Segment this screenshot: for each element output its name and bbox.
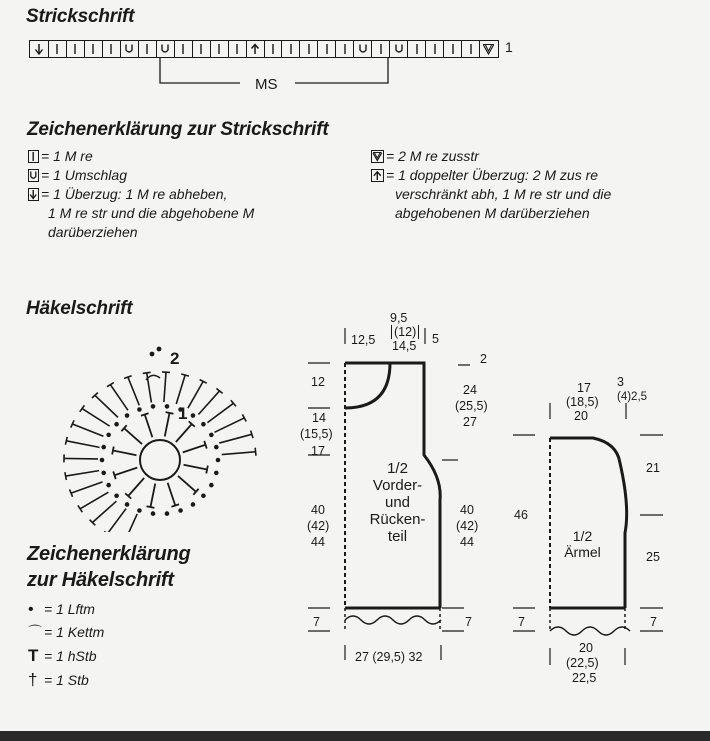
double-crochet-icon — [124, 428, 142, 444]
legend-item-double-dec: = 1 doppelter Überzug: 2 M zus re verschränkt abh, 1 M re str und die abgehobenen M darüberziehen — [371, 166, 691, 223]
double-crochet-icon — [176, 424, 192, 442]
body-right-40-3: 44 — [460, 535, 474, 549]
half-double-crochet-icon: T — [28, 646, 39, 665]
double-crochet-icon — [71, 482, 102, 493]
body-piece-label: 1/2 Vorder- und Rücken- teil — [369, 460, 426, 545]
chain-dot-icon — [106, 483, 111, 488]
double-crochet-icon — [184, 465, 208, 470]
stitch-top-icon — [206, 466, 208, 474]
sleeve-bottom-1: 20 — [579, 641, 593, 655]
chain-dot-icon — [157, 347, 162, 352]
double-crochet-icon — [183, 445, 206, 453]
sleeve-bottom-3: 22,5 — [572, 671, 597, 685]
knit-stitch-cell — [281, 41, 299, 57]
chain-dot-icon — [214, 445, 219, 450]
double-crochet-icon — [125, 514, 138, 532]
sleeve-top-right-2: (4)2,5 — [617, 391, 648, 403]
knit-stitch-cell — [407, 41, 425, 57]
k2tog-cell — [479, 41, 497, 57]
double-crochet-icon — [222, 452, 256, 455]
chain-dot-icon — [137, 508, 142, 513]
stitch-top-icon — [255, 448, 256, 456]
body-top-mid-1: 9,5 — [390, 311, 408, 325]
stitch-top-icon — [166, 412, 174, 414]
chain-dot-icon — [201, 494, 206, 499]
double-crochet-icon: † — [28, 670, 38, 689]
legend-item-k2tog: = 2 M re zusstr — [371, 147, 691, 166]
chain-dot-icon — [178, 508, 183, 513]
sleeve-left-46: 46 — [514, 508, 528, 522]
double-crochet-icon — [168, 483, 176, 506]
chain-dot-icon — [209, 483, 214, 488]
chain-dot-icon: • — [28, 601, 34, 618]
stitch-top-icon — [204, 441, 207, 449]
knit-stitch-cell — [210, 41, 228, 57]
chain-dot-icon — [214, 471, 219, 476]
knit-stitch-cell — [228, 41, 246, 57]
chain-dot-icon — [165, 511, 170, 516]
yarn-over-cell — [389, 41, 407, 57]
knit-stitch-cell — [299, 41, 317, 57]
stitch-top-icon — [112, 447, 114, 455]
stitch-top-icon — [141, 413, 149, 416]
double-crochet-icon — [113, 450, 137, 455]
crochet-legend-dc: † = 1 Stb — [28, 670, 89, 689]
body-left-40-3: 44 — [311, 535, 325, 549]
yarn-over-cell — [156, 41, 174, 57]
double-crochet-icon — [64, 458, 98, 459]
double-crochet-icon — [92, 501, 116, 522]
knit-stitch-cell — [192, 41, 210, 57]
yarn-over-cell — [120, 41, 138, 57]
crochet-round-1-label: 1 — [178, 404, 188, 423]
crochet-diagram — [28, 332, 268, 532]
body-left-14-2: (15,5) — [300, 427, 333, 441]
knit-legend-title: Zeichenerklärung zur Strickschrift — [27, 119, 329, 140]
slip-stitch-icon: ⌒ — [28, 624, 42, 640]
k2tog-icon — [371, 150, 384, 163]
chain-dot-icon — [151, 511, 156, 516]
sleeve-top-2: (18,5) — [566, 395, 599, 409]
body-right-40-2: (42) — [456, 519, 479, 533]
double-crochet-icon — [188, 381, 203, 408]
double-crochet-icon — [164, 372, 166, 402]
sleeve-top-1: 17 — [577, 381, 591, 395]
knit-stitch-cell — [425, 41, 443, 57]
double-crochet-icon — [145, 414, 153, 437]
stitch-top-icon — [147, 506, 155, 508]
body-left-7: 7 — [313, 615, 320, 629]
ms-bracket — [150, 58, 410, 94]
knit-stitch-cell — [48, 41, 66, 57]
knit-stitch-cell — [264, 41, 282, 57]
chain-dot-icon — [150, 352, 155, 357]
double-crochet-icon — [114, 468, 137, 476]
stitch-top-icon — [181, 374, 189, 376]
chain-dot-icon — [101, 471, 106, 476]
body-left-14-3: 17 — [311, 444, 325, 458]
knit-legend-right — [371, 147, 691, 223]
knit-stitch-cell — [84, 41, 102, 57]
stitch-top-icon — [107, 383, 114, 387]
double-decrease-cell — [246, 41, 264, 57]
body-left-40-1: 40 — [311, 503, 325, 517]
sleeve-left-7: 7 — [518, 615, 525, 629]
crochet-legend-chain: • = 1 Lftm — [28, 598, 104, 621]
crochet-legend-title-1: Zeichenerklärung — [27, 543, 191, 565]
body-left-40-2: (42) — [307, 519, 330, 533]
double-crochet-icon — [214, 418, 244, 432]
legend-item-slip-pass: = 1 Überzug: 1 M re abheben, 1 M re str und die abgehobene M darüberziehen — [28, 185, 358, 242]
body-left-12: 12 — [311, 375, 325, 389]
chain-dot-icon — [151, 404, 156, 409]
chain-dot-icon — [137, 407, 142, 412]
double-crochet-icon — [80, 492, 108, 509]
crochet-legend — [28, 598, 104, 692]
body-bottom-width: 27 (29,5) 32 — [355, 650, 423, 664]
crochet-round-2-label: 2 — [170, 349, 180, 368]
knit-stitch-cell — [317, 41, 335, 57]
double-crochet-icon — [176, 375, 185, 404]
legend-item-knit: = 1 M re — [28, 147, 358, 166]
body-top-left: 12,5 — [351, 333, 376, 347]
double-crochet-icon — [128, 478, 144, 496]
body-right-7: 7 — [465, 615, 472, 629]
knit-legend-left — [28, 147, 358, 242]
chain-dot-icon — [216, 458, 221, 463]
double-crochet-icon — [198, 391, 219, 415]
legend-item-yarnover: = 1 Umschlag — [28, 166, 358, 185]
stitch-top-icon — [65, 437, 67, 445]
crochet-legend-title-2: zur Häkelschrift — [27, 569, 174, 591]
sleeve-piece-label: 1/2 Ärmel — [564, 528, 601, 560]
double-crochet-icon — [219, 434, 252, 443]
chain-dot-icon — [191, 502, 196, 507]
yarn-over-cell — [353, 41, 371, 57]
body-right-40-1: 40 — [460, 503, 474, 517]
body-left-14-1: 14 — [312, 411, 326, 425]
sleeve-bottom-2: (22,5) — [566, 656, 599, 670]
stitch-top-icon — [65, 472, 66, 480]
yarn-over-icon — [28, 169, 39, 182]
knit-stitch-icon — [28, 150, 39, 163]
body-right-2: 2 — [480, 352, 487, 366]
slip-pass-cell — [30, 41, 48, 57]
chain-dot-icon — [201, 422, 206, 427]
stitch-top-icon — [143, 372, 151, 373]
chain-dot-icon — [125, 413, 130, 418]
double-crochet-icon — [165, 413, 170, 437]
chain-dot-icon — [209, 433, 214, 438]
double-crochet-icon — [66, 441, 99, 448]
knit-stitch-cell — [461, 41, 479, 57]
body-top-mid-3: 14,5 — [392, 339, 417, 353]
double-crochet-icon — [110, 385, 128, 411]
knit-chart-row-number: 1 — [505, 39, 513, 55]
ms-label: MS — [255, 76, 278, 93]
magic-ring-icon — [140, 440, 180, 480]
double-crochet-icon — [128, 377, 139, 405]
stitch-top-icon — [171, 504, 179, 507]
chain-dot-icon — [191, 413, 196, 418]
chain-dot-icon — [114, 494, 119, 499]
sleeve-right-7: 7 — [650, 615, 657, 629]
body-top-right: 5 — [432, 332, 439, 346]
body-right-24-1: 24 — [463, 383, 477, 397]
body-right-24-3: 27 — [463, 415, 477, 429]
knit-stitch-cell — [371, 41, 389, 57]
double-crochet-icon — [150, 484, 155, 508]
chain-dot-icon — [165, 404, 170, 409]
page-bottom-rule — [0, 731, 710, 741]
double-crochet-icon — [207, 403, 233, 422]
chain-dot-icon — [100, 458, 105, 463]
knit-chart-title: Strickschrift — [26, 6, 135, 27]
crochet-title: Häkelschrift — [26, 298, 133, 319]
knit-stitch-cell — [443, 41, 461, 57]
chain-dot-icon — [125, 502, 130, 507]
body-top-mid-2: (12) — [391, 325, 419, 339]
stitch-top-icon — [113, 471, 116, 479]
slip-pass-icon — [28, 188, 39, 201]
knit-stitch-cell — [66, 41, 84, 57]
chain-dot-icon — [106, 433, 111, 438]
double-decrease-icon — [371, 169, 384, 182]
body-right-24-2: (25,5) — [455, 399, 488, 413]
knit-stitch-cell — [335, 41, 353, 57]
sleeve-top-right-1: 3 — [617, 375, 624, 389]
knit-stitch-cell — [138, 41, 156, 57]
knit-stitch-cell — [174, 41, 192, 57]
chain-dot-icon — [101, 445, 106, 450]
crochet-legend-hdc: T = 1 hStb — [28, 646, 97, 665]
double-crochet-icon — [66, 471, 99, 476]
double-crochet-icon — [72, 424, 103, 436]
double-crochet-icon — [82, 409, 110, 427]
knit-chart — [29, 40, 499, 58]
stitch-top-icon — [162, 372, 170, 373]
sleeve-right-21: 21 — [646, 461, 660, 475]
double-crochet-icon — [95, 395, 118, 417]
chain-dot-icon — [114, 422, 119, 427]
knit-stitch-cell — [102, 41, 120, 57]
stitch-top-icon — [80, 405, 85, 411]
sleeve-top-3: 20 — [574, 409, 588, 423]
double-crochet-icon — [178, 476, 196, 492]
sleeve-right-25: 25 — [646, 550, 660, 564]
double-crochet-icon — [107, 509, 126, 532]
stitch-top-icon — [251, 430, 253, 438]
crochet-legend-slip: ⌒ = 1 Kettm — [28, 621, 104, 644]
